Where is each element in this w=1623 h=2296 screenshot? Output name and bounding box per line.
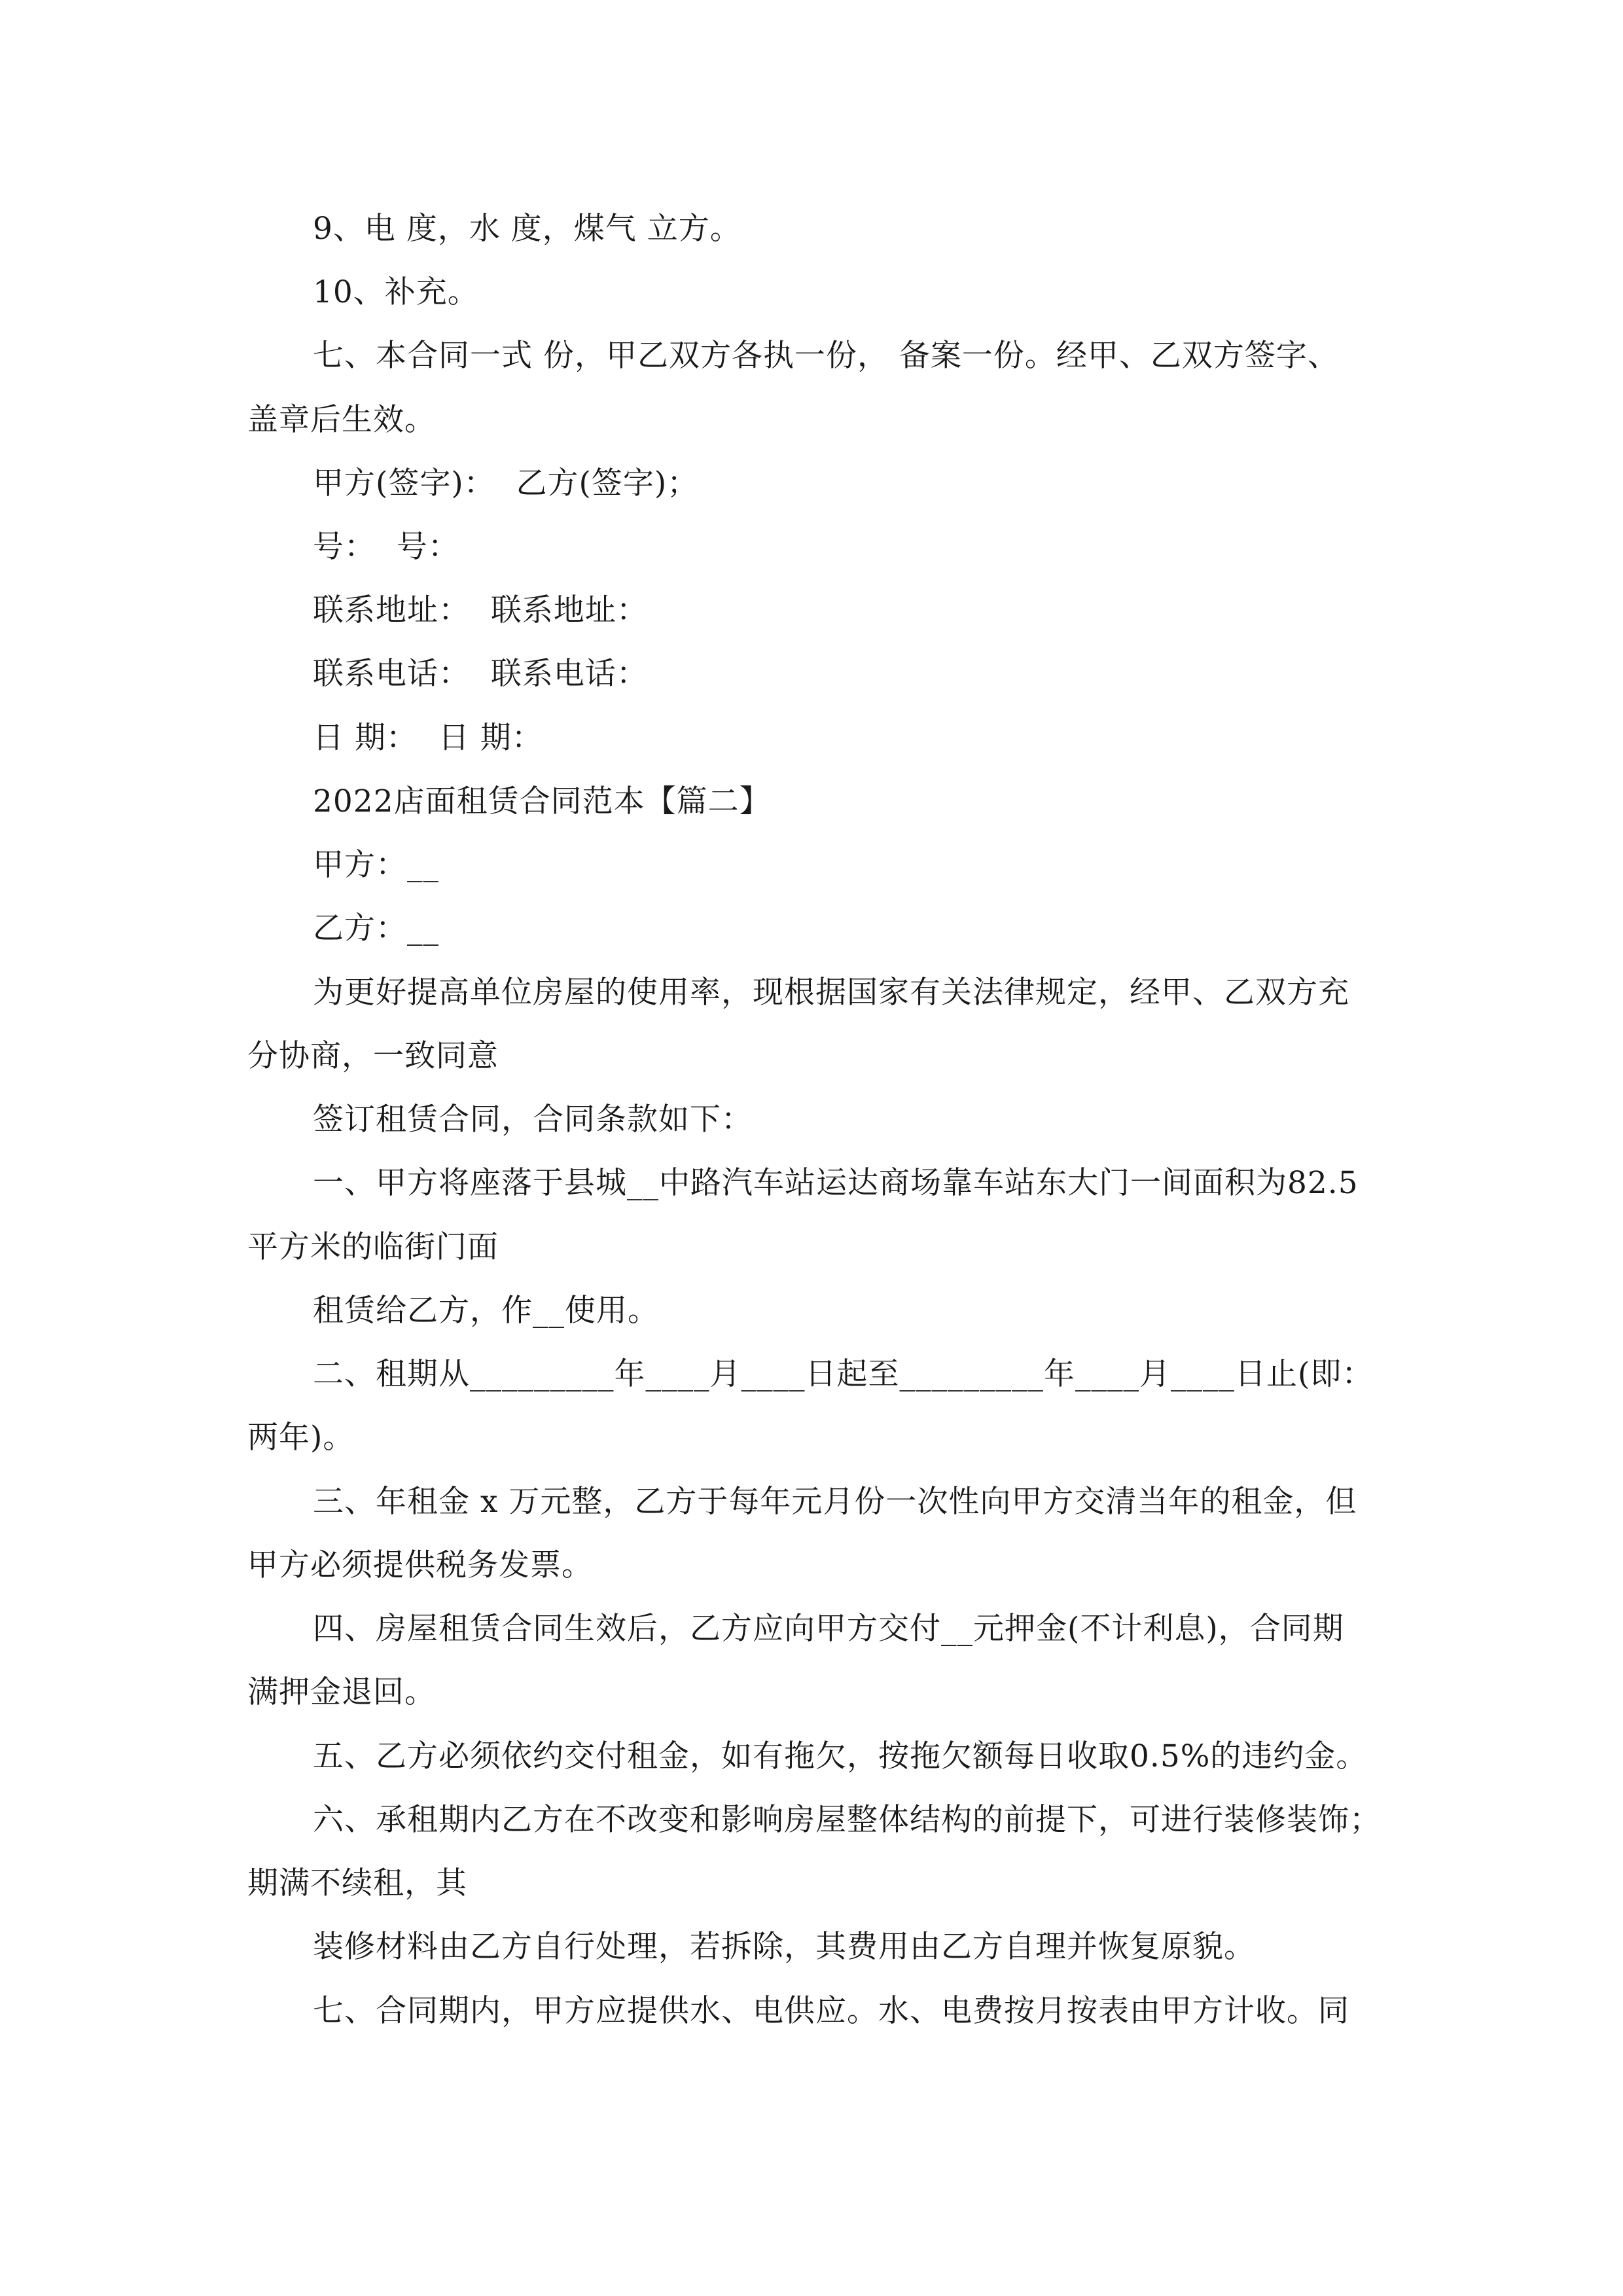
text-line: 五、乙方必须依约交付租金，如有拖欠，按拖欠额每日收取0.5%的违约金。 bbox=[313, 1738, 1368, 1774]
text-line: 10、补充。 bbox=[313, 274, 479, 310]
text-line: 七、合同期内，甲方应提供水、电供应。水、电费按月按表由甲方计收。同 bbox=[313, 1993, 1349, 2029]
text-line: 盖章后生效。 bbox=[247, 402, 436, 438]
text-line: 四、房屋租赁合同生效后，乙方应向甲方交付__元押金(不计利息)，合同期 bbox=[313, 1611, 1344, 1647]
text-line: 平方米的临街门面 bbox=[247, 1229, 499, 1265]
text-line: 租赁给乙方，作__使用。 bbox=[313, 1293, 659, 1329]
text-line: 日 期： 日 期： bbox=[313, 720, 543, 756]
text-line: 一、甲方将座落于县城__中路汽车站运达商场靠车站东大门一间面积为82.5 bbox=[313, 1165, 1359, 1201]
text-line: 号： 号： bbox=[313, 529, 459, 565]
text-line: 甲方(签字)： 乙方(签字)； bbox=[313, 465, 699, 501]
text-line: 分协商，一致同意 bbox=[247, 1038, 499, 1074]
text-line: 乙方：__ bbox=[313, 910, 439, 946]
text-line: 六、承租期内乙方在不改变和影响房屋整体结构的前提下，可进行装修装饰； bbox=[313, 1802, 1381, 1838]
text-line: 9、电 度，水 度，煤气 立方。 bbox=[313, 211, 741, 247]
text-line: 甲方：__ bbox=[313, 847, 439, 883]
text-line: 两年)。 bbox=[247, 1420, 355, 1456]
text-line: 三、年租金 x 万元整，乙方于每年元月份一次性向甲方交清当年的租金，但 bbox=[313, 1484, 1357, 1520]
text-line: 期满不续租，其 bbox=[247, 1865, 467, 1901]
section-heading: 2022店面租赁合同范本【篇二】 bbox=[313, 783, 771, 819]
text-line: 为更好提高单位房屋的使用率，现根据国家有关法律规定，经甲、乙双方充 bbox=[313, 975, 1349, 1011]
text-line: 联系电话： 联系电话： bbox=[313, 656, 648, 692]
text-line: 装修材料由乙方自行处理，若拆除，其费用由乙方自理并恢复原貌。 bbox=[313, 1929, 1255, 1965]
text-line: 满押金退回。 bbox=[247, 1674, 436, 1710]
text-line: 甲方必须提供税务发票。 bbox=[247, 1547, 593, 1583]
text-line: 签订租赁合同，合同条款如下： bbox=[313, 1102, 753, 1138]
text-line: 二、租期从_________年____月____日起至_________年____月____日止(即： bbox=[313, 1356, 1374, 1392]
text-line: 七、本合同一式 份，甲乙双方各执一份， 备案一份。经甲、乙双方签字、 bbox=[313, 338, 1339, 374]
text-line: 联系地址： 联系地址： bbox=[313, 592, 648, 628]
